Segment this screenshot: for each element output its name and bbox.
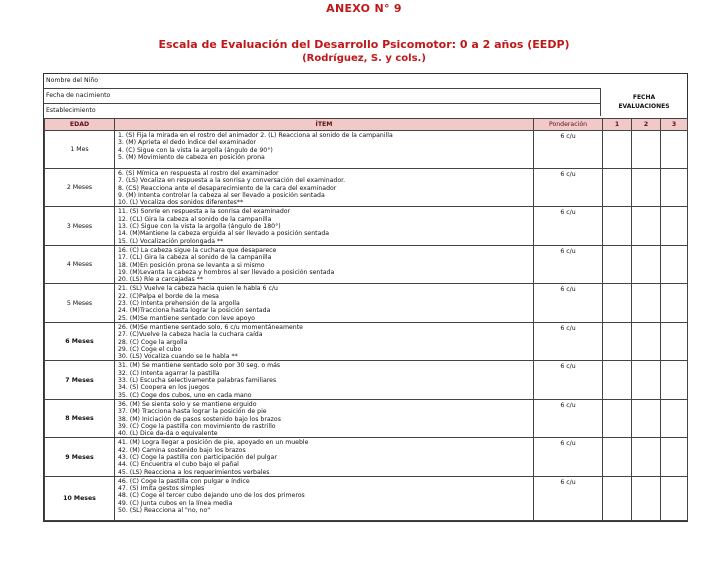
weight-cell: 6 c/u xyxy=(534,438,603,476)
eval-1-cell[interactable] xyxy=(603,322,632,360)
age-cell: 1 Mes xyxy=(45,131,115,169)
eval-1-cell[interactable] xyxy=(603,399,632,437)
item-line: 41. (M) Logra llegar a posición de pie, apoyado en un mueble xyxy=(118,439,309,447)
eval-2-cell[interactable] xyxy=(632,361,661,399)
child-info xyxy=(44,74,687,118)
item-line: 20. (LS) Ríe a carcajadas ** xyxy=(118,276,203,284)
evaluation-sheet xyxy=(43,73,688,522)
age-cell: 5 Meses xyxy=(45,284,115,322)
item-line: 11. (S) Sonríe en respuesta a la sonrisa del examinador xyxy=(118,208,291,216)
item-line: 26. (M)Se mantiene sentado solo, 6 c/u momentáneamente xyxy=(118,323,303,331)
item-line: 31. (M) Se mantiene sentado solo por 30 seg. o más xyxy=(118,362,281,370)
age-cell: 6 Meses xyxy=(45,322,115,360)
item-line: 38. (M) Iniciación de pasos sostenido bajo los brazos xyxy=(118,415,281,423)
age-cell: 10 Meses xyxy=(45,476,115,520)
item-line: 44. (C) Encuentra el cubo bajo el pañal xyxy=(118,461,239,469)
facility-field[interactable] xyxy=(44,104,687,118)
weight-cell: 6 c/u xyxy=(534,322,603,360)
evaluation-dates-line2: EVALUACIONES xyxy=(618,103,670,110)
age-cell: 3 Meses xyxy=(45,207,115,245)
eval-1-cell[interactable] xyxy=(603,207,632,245)
items-cell xyxy=(115,361,534,399)
item-line: 17. (CL) Gira la cabeza al sonido de la campanilla xyxy=(118,254,272,262)
child-name-field[interactable] xyxy=(44,74,687,89)
eval-1-cell[interactable] xyxy=(603,438,632,476)
eval-2-cell[interactable] xyxy=(632,245,661,283)
item-line: 46. (C) Coge la pastilla con pulgar e índice xyxy=(118,477,250,485)
eval-3-cell[interactable] xyxy=(661,438,688,476)
eval-2-cell[interactable] xyxy=(632,438,661,476)
table-header-row xyxy=(45,119,688,131)
item-line: 33. (L) Escucha selectivamente palabras familiares xyxy=(118,377,277,385)
eval-3-cell[interactable] xyxy=(661,245,688,283)
col-ponderacion: Ponderación xyxy=(534,119,603,131)
table-row xyxy=(45,438,688,476)
eval-3-cell[interactable] xyxy=(661,207,688,245)
col-item: ÍTEM xyxy=(115,119,534,131)
item-line: 18. (M)En posición prona se levanta a si mismo xyxy=(118,261,265,269)
items-cell xyxy=(115,207,534,245)
eval-3-cell[interactable] xyxy=(661,361,688,399)
items-cell xyxy=(115,438,534,476)
scale-title: Escala de Evaluación del Desarrollo Psicomotor: 0 a 2 años (EEDP) xyxy=(158,38,570,51)
items-cell xyxy=(115,169,534,207)
item-line: 9. (M) Intenta controlar la cabeza al ser llevado a posición sentada xyxy=(118,191,325,199)
col-edad: EDAD xyxy=(45,119,115,131)
weight-cell: 6 c/u xyxy=(534,361,603,399)
table-row xyxy=(45,399,688,437)
item-line: 37. (M) Tracciona hasta lograr la posición de pie xyxy=(118,408,267,416)
weight-cell: 6 c/u xyxy=(534,284,603,322)
item-line: 32. (C) Intenta agarrar la pastilla xyxy=(118,369,220,377)
weight-cell: 6 c/u xyxy=(534,207,603,245)
item-line: 10. (L) Vocaliza dos sonidos diferentes** xyxy=(118,199,244,207)
col-eval-1: 1 xyxy=(603,119,632,131)
item-line: 43. (C) Coge la pastilla con participación del pulgar xyxy=(118,453,277,461)
item-line: 28. (C) Coge la argolla xyxy=(118,338,188,346)
items-cell xyxy=(115,245,534,283)
eval-2-cell[interactable] xyxy=(632,169,661,207)
birth-date-field[interactable] xyxy=(44,89,687,104)
item-line: 5. (M) Movimiento de cabeza en posición prona xyxy=(118,153,265,161)
eval-3-cell[interactable] xyxy=(661,284,688,322)
table-row xyxy=(45,361,688,399)
eval-3-cell[interactable] xyxy=(661,476,688,520)
weight-cell: 6 c/u xyxy=(534,476,603,520)
eval-3-cell[interactable] xyxy=(661,169,688,207)
item-line: 8. (CS) Reacciona ante el desaparecimiento de la cara del examinador xyxy=(118,184,337,192)
eval-2-cell[interactable] xyxy=(632,207,661,245)
eval-1-cell[interactable] xyxy=(603,284,632,322)
item-line: 50. (SL) Reacciona al "no, no" xyxy=(118,507,211,515)
weight-cell: 6 c/u xyxy=(534,131,603,169)
child-name-label: Nombre del Niño xyxy=(46,77,99,84)
table-row xyxy=(45,284,688,322)
item-line: 14. (M)Mantiene la cabeza erguida al ser llevado a posición sentada xyxy=(118,230,330,238)
authors: (Rodríguez, S. y cols.) xyxy=(302,53,426,64)
item-line: 3. (M) Aprieta el dedo índice del examinador xyxy=(118,139,257,147)
items-cell xyxy=(115,322,534,360)
item-line: 13. (C) Sigue con la vista la argolla (ángulo de 180°) xyxy=(118,223,281,231)
table-row xyxy=(45,131,688,169)
item-line: 19. (M)Levanta la cabeza y hombros al ser llevado a posición sentada xyxy=(118,268,335,276)
item-line: 25. (M)Se mantiene sentado con leve apoyo xyxy=(118,314,255,322)
eval-2-cell[interactable] xyxy=(632,131,661,169)
item-line: 40. (L) Dice da-da o equivalente xyxy=(118,430,218,438)
weight-cell: 6 c/u xyxy=(534,169,603,207)
weight-cell: 6 c/u xyxy=(534,245,603,283)
item-line: 29. (C) Coge el cubo xyxy=(118,345,182,353)
age-cell: 2 Meses xyxy=(45,169,115,207)
table-row xyxy=(45,169,688,207)
age-cell: 4 Meses xyxy=(45,245,115,283)
eval-1-cell[interactable] xyxy=(603,361,632,399)
table-row xyxy=(45,476,688,520)
item-line: 6. (S) Mímica en respuesta al rostro del examinador xyxy=(118,170,279,177)
eedp-table xyxy=(44,118,688,521)
item-line: 36. (M) Se sienta solo y se mantiene erguido xyxy=(118,400,257,408)
item-line: 1. (S) Fija la mirada en el rostro del animador 2. (L) Reacciona al sonido de la campanilla xyxy=(118,132,393,139)
item-line: 27. (C)Vuelve la cabeza hacia la cuchara caída xyxy=(118,331,263,339)
item-line: 22. (C)Palpa el borde de la mesa xyxy=(118,292,219,300)
item-line: 42. (M) Camina sostenido bajo los brazos xyxy=(118,446,246,454)
eval-2-cell[interactable] xyxy=(632,399,661,437)
eval-1-cell[interactable] xyxy=(603,245,632,283)
items-cell xyxy=(115,284,534,322)
eval-3-cell[interactable] xyxy=(661,399,688,437)
item-line: 47. (S) Imita gestos simples xyxy=(118,485,205,493)
eval-3-cell[interactable] xyxy=(661,322,688,360)
items-cell xyxy=(115,476,534,520)
item-line: 4. (C) Sigue con la vista la argolla (ángulo de 90°) xyxy=(118,146,273,154)
item-line: 48. (C) Coge el tercer cubo dejando uno de los dos primeros xyxy=(118,492,305,500)
col-eval-3: 3 xyxy=(661,119,688,131)
age-cell: 9 Meses xyxy=(45,438,115,476)
table-row xyxy=(45,322,688,360)
evaluation-dates-line1: FECHA xyxy=(632,94,656,101)
item-line: 24. (M)Tracciona hasta lograr la posición sentada xyxy=(118,307,271,315)
item-line: 16. (C) La cabeza sigue la cuchara que desaparece xyxy=(118,246,277,254)
age-cell: 7 Meses xyxy=(45,361,115,399)
evaluation-dates-header xyxy=(600,88,687,116)
table-row xyxy=(45,245,688,283)
eval-2-cell[interactable] xyxy=(632,476,661,520)
item-line: 15. (L) Vocalización prolongada ** xyxy=(118,237,224,245)
item-line: 45. (LS) Reacciona a los requerimientos verbales xyxy=(118,468,270,476)
items-cell xyxy=(115,399,534,437)
eval-2-cell[interactable] xyxy=(632,284,661,322)
items-cell xyxy=(115,131,534,169)
item-line: 7. (LS) Vocaliza en respuesta a la sonrisa y conversación del examinador. xyxy=(118,177,346,185)
col-eval-2: 2 xyxy=(632,119,661,131)
weight-cell: 6 c/u xyxy=(534,399,603,437)
item-line: 35. (C) Coge dos cubos, uno en cada mano xyxy=(118,391,252,399)
annex-title: ANEXO N° 9 xyxy=(326,2,402,15)
item-line: 23. (C) Intenta prehensión de la argolla xyxy=(118,300,240,308)
eval-3-cell[interactable] xyxy=(661,131,688,169)
table-row xyxy=(45,207,688,245)
item-line: 12. (CL) Gira la cabeza al sonido de la campanilla xyxy=(118,215,272,223)
item-line: 39. (C) Coge la pastilla con movimiento de rastrillo xyxy=(118,422,276,430)
age-cell: 8 Meses xyxy=(45,399,115,437)
eval-1-cell[interactable] xyxy=(603,476,632,520)
facility-label: Establecimiento xyxy=(46,107,96,114)
eval-1-cell[interactable] xyxy=(603,131,632,169)
birth-date-label: Fecha de nacimiento xyxy=(46,92,111,99)
item-line: 49. (C) Junta cubos en la línea media xyxy=(118,499,233,507)
eval-2-cell[interactable] xyxy=(632,322,661,360)
item-line: 34. (S) Coopera en los juegos xyxy=(118,384,210,392)
eval-1-cell[interactable] xyxy=(603,169,632,207)
item-line: 30. (LS) Vocaliza cuando se le habla ** xyxy=(118,353,238,361)
item-line: 21. (SL) Vuelve la cabeza hacia quien le habla 6 c/u xyxy=(118,285,278,293)
